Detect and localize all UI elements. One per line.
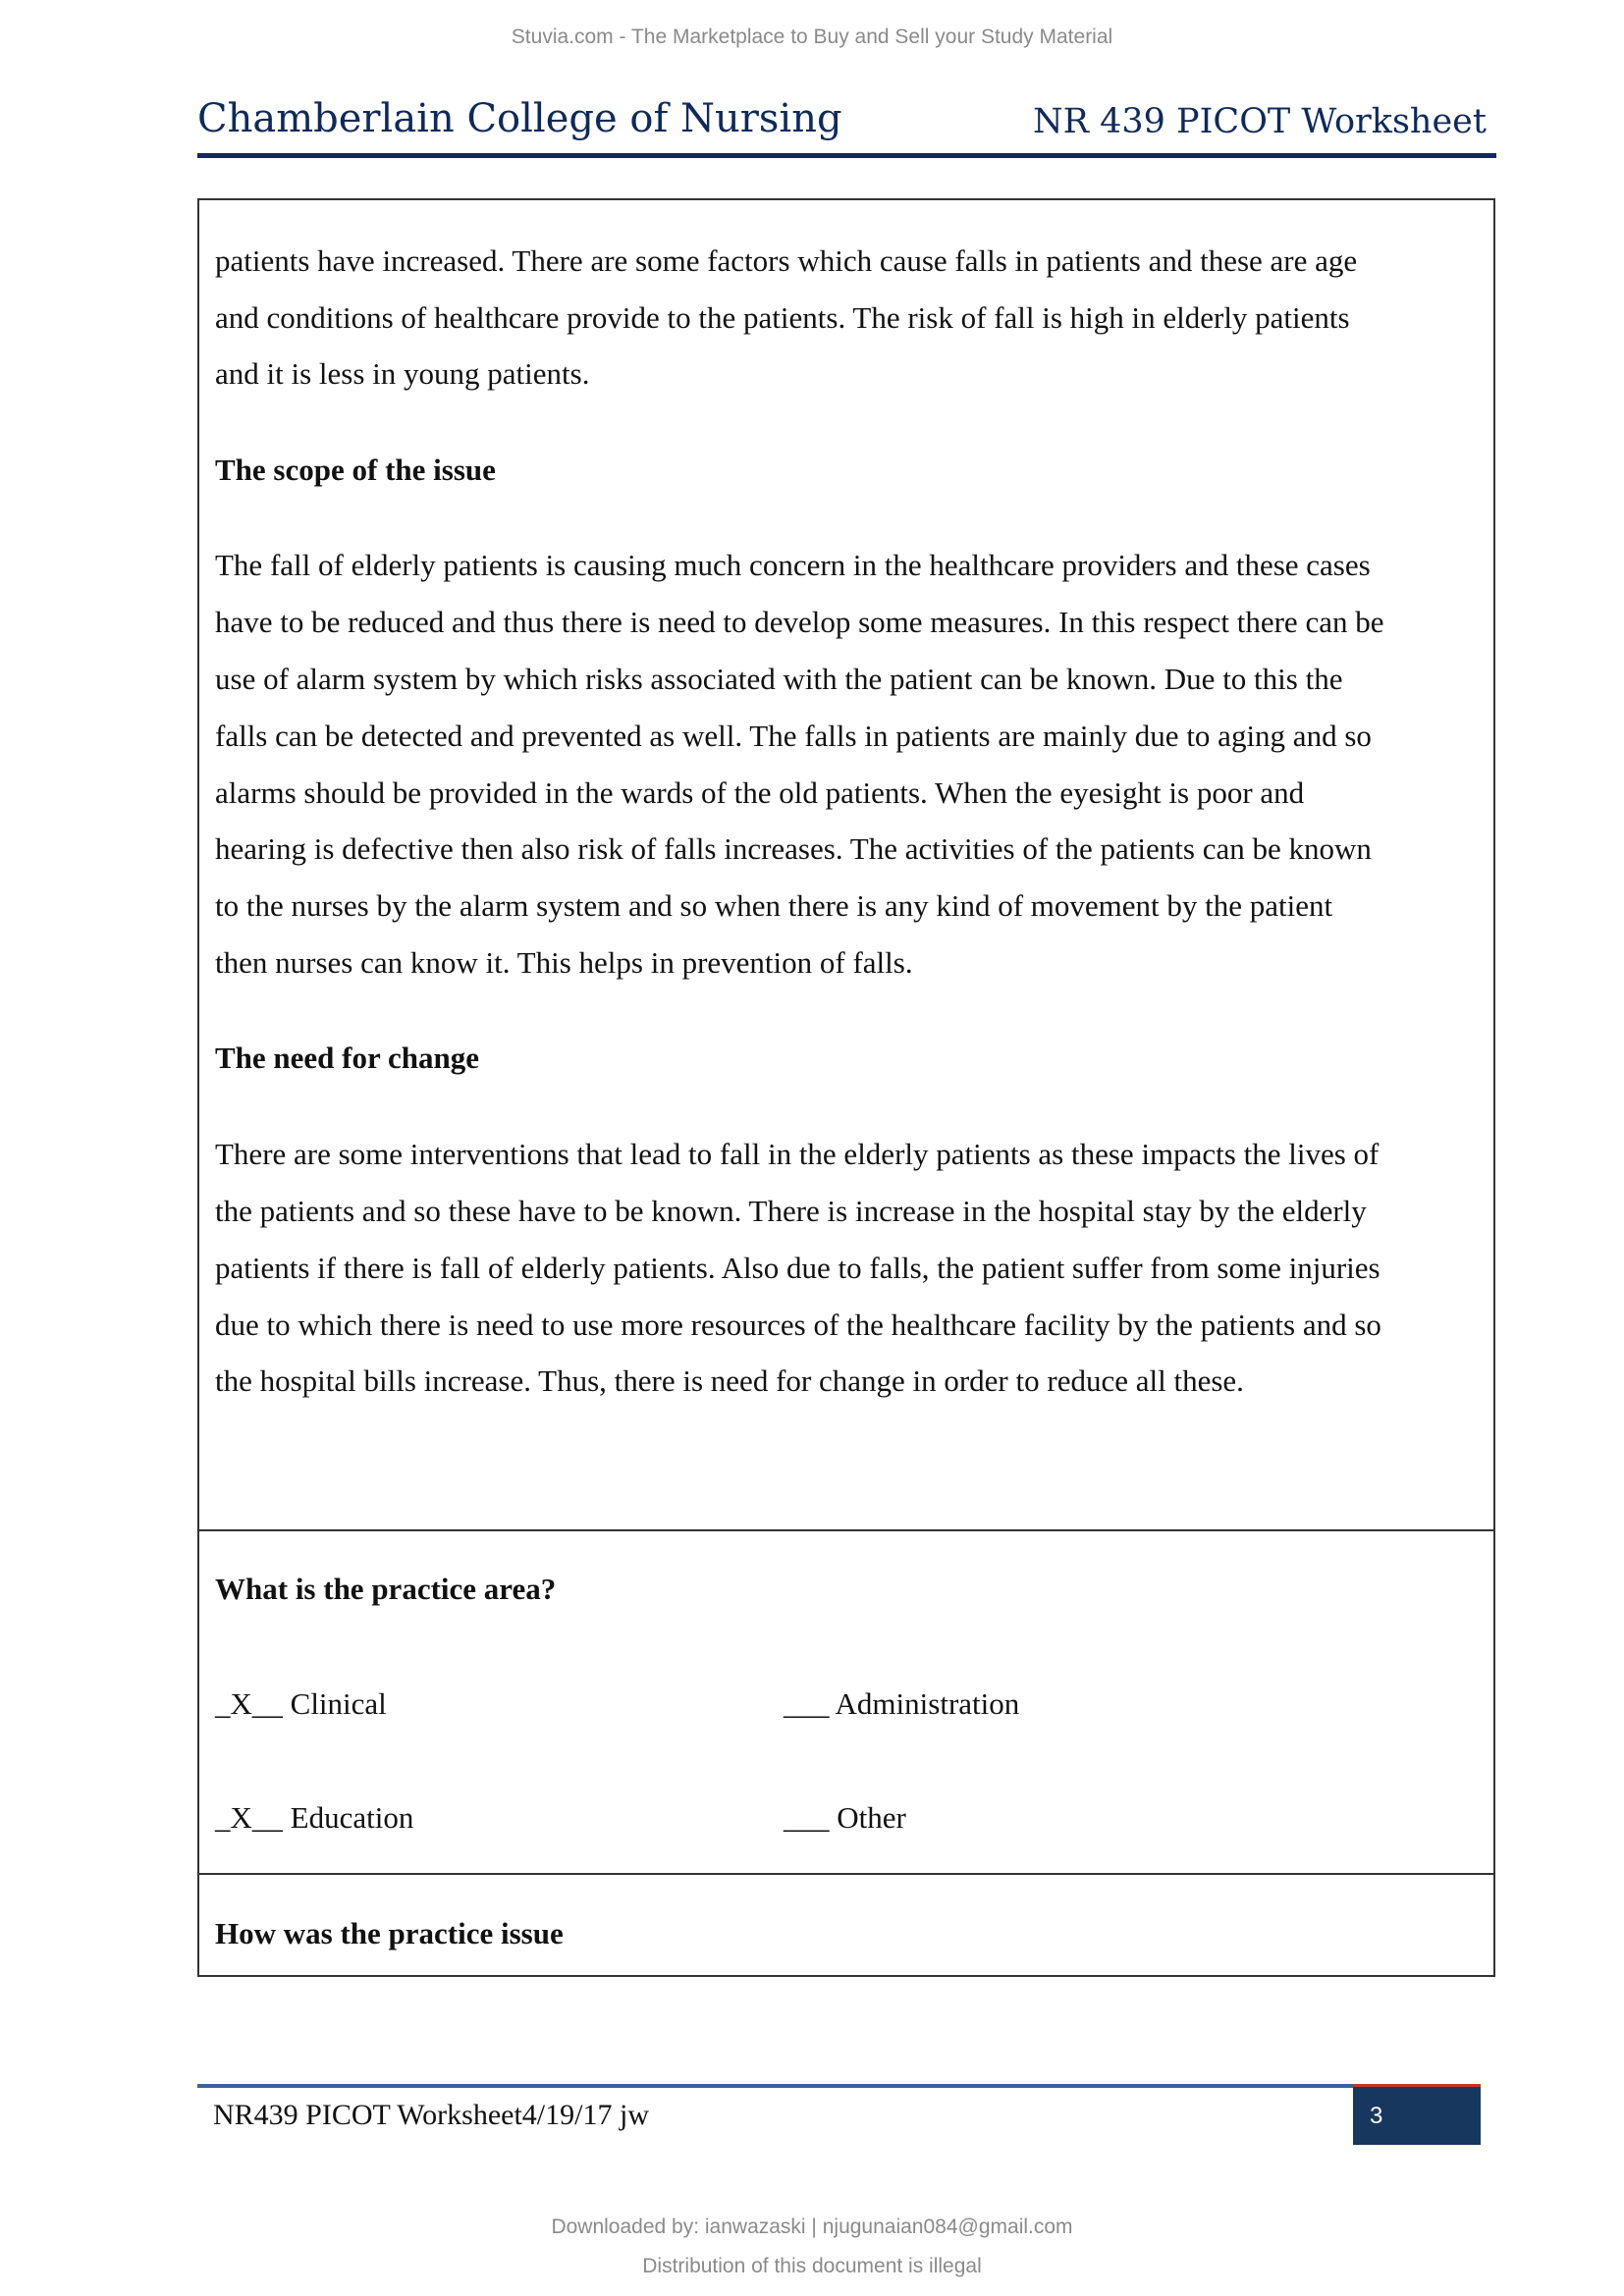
row-divider — [199, 1873, 1493, 1875]
header-college-name: Chamberlain College of Nursing — [197, 96, 842, 141]
paragraph-line: alarms should be provided in the wards of the old patients. When the eyesight is poor and — [215, 775, 1305, 810]
paragraph-line: the patients and so these have to be known. There is increase in the hospital stay by the elderly — [215, 1194, 1367, 1228]
paragraph-line: use of alarm system by which risks associated with the patient can be known. Due to this the — [215, 662, 1343, 696]
practice-issue-question: How was the practice issue — [215, 1916, 564, 1950]
worksheet-table — [197, 198, 1495, 1977]
option-mark: _X__ — [215, 1686, 283, 1721]
footer-rule — [197, 2084, 1354, 2088]
page-number-box — [1353, 2087, 1481, 2145]
paragraph-line: due to which there is need to use more resources of the healthcare facility by the patients and so — [215, 1308, 1381, 1342]
watermark-downloaded-by: Downloaded by: ianwazaski | njugunaian084@gmail.com — [551, 2216, 1073, 2238]
paragraph-line: to the nurses by the alarm system and so when there is any kind of movement by the patient — [215, 888, 1333, 923]
paragraph-line: and conditions of healthcare provide to the patients. The risk of fall is high in elderly patients — [215, 300, 1350, 335]
watermark-top: Stuvia.com - The Marketplace to Buy and Sell your Study Material — [511, 26, 1113, 48]
heading-scope: The scope of the issue — [215, 453, 496, 487]
heading-need-for-change: The need for change — [215, 1041, 479, 1075]
paragraph-line: patients if there is fall of elderly patients. Also due to falls, the patient suffer from some injuries — [215, 1251, 1380, 1285]
page-number: 3 — [1370, 2103, 1383, 2129]
option-other — [784, 1798, 906, 1838]
paragraph-line: then nurses can know it. This helps in prevention of falls. — [215, 945, 913, 980]
option-administration — [784, 1684, 1019, 1724]
row-divider — [199, 1529, 1493, 1531]
paragraph-line: hearing is defective then also risk of falls increases. The activities of the patients can be known — [215, 831, 1372, 866]
paragraph-line: The fall of elderly patients is causing much concern in the healthcare providers and these cases — [215, 548, 1371, 582]
paragraph-line: and it is less in young patients. — [215, 356, 590, 391]
option-label: Other — [837, 1800, 906, 1835]
option-mark: ___ — [784, 1686, 830, 1721]
header-worksheet-title: NR 439 PICOT Worksheet — [1033, 102, 1487, 141]
option-label: Education — [290, 1800, 414, 1835]
option-clinical — [215, 1684, 387, 1724]
option-label: Clinical — [290, 1686, 387, 1721]
paragraph-line: patients have increased. There are some factors which cause falls in patients and these are age — [215, 243, 1358, 278]
paragraph-line: have to be reduced and thus there is need to develop some measures. In this respect there can be — [215, 605, 1384, 639]
header-rule — [197, 153, 1496, 158]
practice-area-question: What is the practice area? — [215, 1572, 557, 1606]
option-mark: ___ — [784, 1800, 830, 1835]
paragraph-line: falls can be detected and prevented as well. The falls in patients are mainly due to aging and so — [215, 719, 1372, 753]
option-label: Administration — [835, 1686, 1020, 1721]
paragraph-line: the hospital bills increase. Thus, there is need for change in order to reduce all these. — [215, 1363, 1244, 1398]
paragraph-line: There are some interventions that lead to fall in the elderly patients as these impacts the lives of — [215, 1137, 1380, 1171]
footer-text: NR439 PICOT Worksheet4/19/17 jw — [213, 2099, 649, 2131]
option-mark: _X__ — [215, 1800, 283, 1835]
watermark-distribution: Distribution of this document is illegal — [642, 2255, 982, 2277]
option-education — [215, 1798, 413, 1838]
